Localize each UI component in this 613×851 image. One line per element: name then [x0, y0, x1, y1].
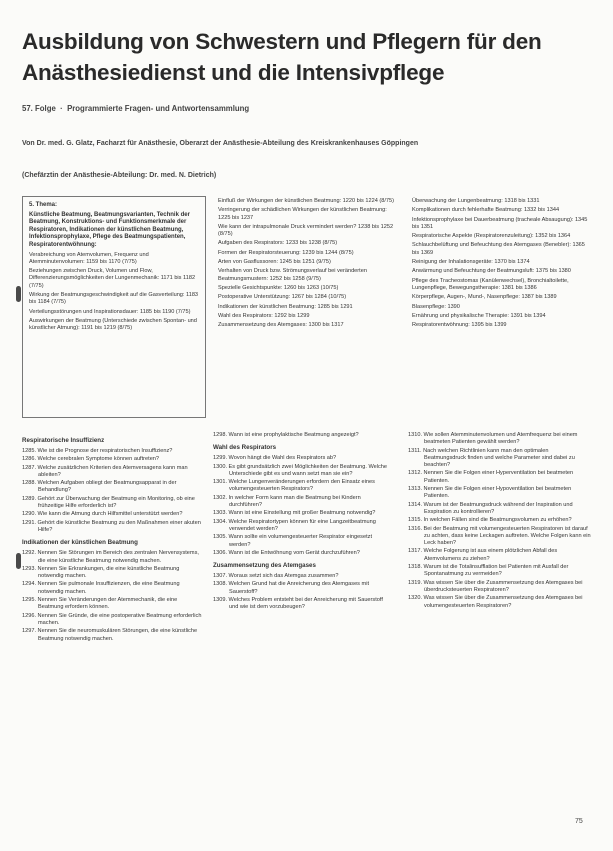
article-title — [22, 26, 602, 88]
topic-column-1 — [29, 202, 201, 335]
question-item: 1299. Wovon hängt die Wahl des Respirators ab? — [213, 455, 337, 462]
topic-entry: Indikationen der künstlichen Beatmung: 1285 bis 1291 — [218, 303, 353, 310]
question-item: 1287. Welche zusätzlichen Kriterien des Atemversagens kann man ableiten? — [22, 464, 188, 478]
topic-entry: Zusammensetzung des Atemgases: 1300 bis 1317 — [218, 322, 344, 329]
question-item: 1319. Was wissen Sie über die Zusammensetzung des Atemgases bei überdrucksteuerten Respiratoren? — [408, 579, 583, 593]
topic-entry: Ernährung und physikalische Therapie: 1391 bis 1394 — [412, 312, 546, 319]
topic-entry: Verabreichung von Atemvolumen, Frequenz und Atemminutenvolumen: 1159 bis 1170 (7/75) — [29, 251, 149, 265]
question-item: 1320. Was wissen Sie über die Zusammensetzung des Atemgases bei volumengesteuerten Respiratoren? — [408, 595, 583, 609]
topic-entry: Formen der Respiratorsteuerung: 1239 bis 1244 (8/75) — [218, 249, 354, 256]
question-item: 1301. Welche Lungenveränderungen erfordern den Einsatz eines volumengesteuerten Respirators? — [213, 479, 375, 493]
topic-entry: Infektionsprophylaxe bei Dauerbeatmung (tracheale Absaugung): 1345 bis 1351 — [412, 216, 588, 230]
series-subtitle: Programmierte Fragen- und Antwortensammlung — [67, 104, 250, 113]
topic-entry: Auswirkungen der Beatmung (Unterschiede zwischen Spontan- und künstlicher Atmung): 1191 bis 1219 (8/75) — [29, 317, 197, 332]
question-item: 1286. Welche cerebralen Symptome können auftreten? — [22, 456, 160, 463]
question-item: 1303. Wann ist eine Einstellung mit großer Beatmung notwendig? — [213, 510, 376, 517]
chief-line: (Chefärztin der Anästhesie-Abteilung: Dr. med. N. Dietrich) — [22, 172, 217, 179]
topic-entry: Überwachung der Lungenbeatmung: 1318 bis 1331 — [412, 198, 540, 204]
topic-entry: Verteilungsstörungen und Inspirationsdauer: 1185 bis 1190 (7/75) — [29, 308, 191, 315]
question-item: 1313. Nennen Sie die Folgen einer Hypoventilation bei beatmeten Patienten. — [408, 486, 572, 500]
question-item: 1285. Wie ist die Prognose der respiratorischen Insuffizienz? — [22, 448, 173, 454]
question-item: 1314. Warum ist der Beatmungsdruck während der Inspiration und Exspiration zu kontrollieren? — [408, 501, 573, 515]
question-item: 1294. Nennen Sie pulmonale Insuffizienzen, die eine Beatmung notwendig machen. — [22, 581, 180, 595]
question-item: 1297. Nennen Sie die neuromuskulären Störungen, die eine künstliche Beatmung notwendig machen. — [22, 628, 198, 642]
question-column-3 — [408, 432, 591, 611]
topic-entry: Blasenpflege: 1390 — [412, 303, 460, 310]
topic-entry: Spezielle Gesichtspunkte: 1260 bis 1263 (10/75) — [218, 284, 339, 291]
question-item: 1300. Es gibt grundsätzlich zwei Möglichkeiten der Beatmung. Welche Unterschiede gibt es und wann setzt man sie ein? — [213, 463, 388, 477]
section-heading: Indikationen der künstlichen Beatmung — [22, 539, 138, 547]
question-item: 1309. Welches Problem entsteht bei der Anreicherung mit Sauerstoff und wie ist dem vorzubeugen? — [213, 597, 383, 611]
page-number: 75 — [575, 818, 583, 825]
authors-line: Von Dr. med. G. Glatz, Facharzt für Anästhesie, Oberarzt der Anästhesie-Abteilung des Kreiskrankenhauses Göppingen — [22, 140, 419, 147]
binding-mark — [16, 553, 21, 569]
question-item: 1295. Nennen Sie Veränderungen der Atemmechanik, die eine Beatmung erfordern können. — [22, 597, 178, 611]
section-heading: Respiratorische Insuffizienz — [22, 437, 105, 444]
topic-entry: Aufgaben des Respirators: 1233 bis 1238 (8/75) — [218, 240, 338, 247]
topic-entry: Wirkung der Beatmungsgeschwindigkeit auf die Gasverteilung: 1183 bis 1184 (7/75) — [29, 292, 199, 306]
question-item: 1310. Wie sollen Atemminutenvolumen und Atemfrequenz bei einem beatmeten Patienten gewählt werden? — [408, 432, 578, 446]
question-item: 1311. Nach welchen Richtlinien kann man den optimalen Beatmungsdruck finden und welche Parameter sind dabei zu beachten? — [408, 447, 575, 469]
question-item: 1302. In welcher Form kann man die Beatmung bei Kindern durchführen? — [213, 494, 361, 509]
question-item: 1290. Wie kann die Atmung durch Hilfsmittel unterstützt werden? — [22, 511, 183, 518]
series-line: 57. Folge · Programmierte Fragen- und Antwortensammlung — [22, 104, 250, 113]
question-item: 1304. Welche Respiratortypen können für eine Langzeitbeatmung verwendet werden? — [213, 518, 376, 532]
section-heading: Zusammensetzung des Atemgases — [213, 562, 316, 570]
question-item: 1289. Gehört zur Überwachung der Beatmung ein Monitoring, ob eine frühzeitige Hilfe erforderlich ist? — [22, 495, 195, 510]
question-item: 1296. Nennen Sie Gründe, die eine postoperative Beatmung erforderlich machen. — [22, 612, 202, 626]
title-line-2: Anästhesiedienst und die Intensivpflege — [22, 60, 445, 85]
topic-entry: Postoperative Unterstützung: 1267 bis 1284 (10/75) — [218, 294, 347, 301]
topic-column-3 — [412, 198, 592, 331]
title-line-1: Ausbildung von Schwestern und Pflegern für den — [22, 29, 542, 54]
topic-entry: Beziehungen zwischen Druck, Volumen und Flow, Differenzierungsmöglichkeiten der Lungenmechanik: 1171 bis 1182 (7/75) — [29, 268, 196, 289]
topic-entry: Einfluß der Wirkungen der künstlichen Beatmung: 1220 bis 1224 (8/75) — [218, 198, 394, 204]
question-column-2 — [213, 432, 393, 613]
topic-column-2 — [218, 198, 396, 331]
question-column-1 — [22, 432, 202, 644]
topic-entry: Künstliche Beatmung, Beatmungsvarianten, Technik der Beatmung, Konstruktions- und Funktionsmerkmale der Respiratoren, Indikationen der künstlichen Beatmung, Infektionsprophylaxe, Pflege des Beatmungspatienten, Respiratorentwöhnung: — [29, 211, 190, 248]
question-item: 1305. Wann sollte ein volumengesteuerter Respirator eingesetzt werden? — [213, 534, 372, 548]
topic-entry: Arten von Gasflussoren: 1245 bis 1251 (9/75) — [218, 259, 331, 266]
question-item: 1307. Woraus setzt sich das Atemgas zusammen? — [213, 573, 339, 580]
topic-entry: Pflege des Tracheostomas (Kanülenwechsel), Bronchialtoilette, Lungenpflege, Bewegungstherapie: 1381 bis 1386 — [412, 277, 569, 291]
topic-entry: Schlauchbelüftung und Befeuchtung des Atemgases (Benebler): 1365 bis 1369 — [412, 242, 585, 256]
question-item: 1318. Warum ist die Totalinsufflation bei Patienten mit Ausfall der Spontanatmung zu vermeiden? — [408, 564, 569, 578]
question-item: 1298. Wann ist eine prophylaktische Beatmung angezeigt? — [213, 432, 359, 438]
question-item: 1316. Bei der Beatmung mit volumengesteuerten Respiratoren ist darauf zu achten, dass keine Leckagen auftreten. Welche Folgen kann ein Leck haben? — [408, 525, 591, 547]
question-item: 1291. Gehört die künstliche Beatmung zu den Maßnahmen einer akuten Hilfe? — [22, 519, 201, 533]
section-heading: Wahl des Respirators — [213, 444, 277, 452]
topic-entry: Körperpflege, Augen-, Mund-, Nasenpflege: 1387 bis 1389 — [412, 294, 557, 301]
topic-entry: Respiratorische Aspekte (Respiratorenzuleitung): 1352 bis 1364 — [412, 233, 571, 240]
question-item: 1306. Wann ist die Entwöhnung vom Gerät durchzuführen? — [213, 549, 360, 556]
topic-entry: Reinigung der Inhalationsgeräte: 1370 bis 1374 — [412, 259, 530, 266]
topic-entry: Verhalten von Druck bzw. Strömungsverlauf bei veränderten Beatmungsmustern: 1252 bis 1258 (9/75) — [218, 268, 367, 282]
topic-overview-box — [22, 196, 594, 420]
series-label: 57. Folge — [22, 104, 56, 113]
question-item: 1308. Welchen Grund hat die Anreicherung des Atemgases mit Sauerstoff? — [213, 581, 369, 595]
question-item: 1293. Nennen Sie Erkrankungen, die eine künstliche Beatmung notwendig machen. — [22, 565, 180, 580]
topic-entry: 5. Thema: — [29, 202, 58, 208]
question-item: 1317. Welche Folgerung ist aus einem plötzlichen Abfall des Atemvolumens zu ziehen? — [408, 548, 558, 562]
question-item: 1288. Welchen Aufgaben obliegt der Beatmungsapparat in der Behandlung? — [22, 480, 177, 494]
topic-entry: Wahl des Respirators: 1292 bis 1299 — [218, 312, 310, 319]
question-item: 1315. In welchen Fällen sind die Beatmungsvolumen zu erhöhen? — [408, 517, 572, 524]
topic-entry: Respiratorentwöhnung: 1395 bis 1399 — [412, 322, 507, 329]
question-item: 1292. Nennen Sie Störungen im Bereich des zentralen Nervensystems, die eine künstliche Beatmung notwendig machen. — [22, 550, 199, 564]
topic-entry: Verringerung der schädlichen Wirkungen der künstlichen Beatmung: 1225 bis 1237 — [218, 207, 387, 221]
binding-mark — [16, 286, 21, 302]
topic-entry: Wie kann der intrapulmonale Druck vermindert werden? 1238 bis 1252 (8/75) — [218, 223, 394, 238]
topic-entry: Anwärmung und Befeuchtung der Beatmungsluft: 1375 bis 1380 — [412, 268, 571, 275]
question-item: 1312. Nennen Sie die Folgen einer Hyperventilation bei beatmeten Patienten. — [408, 470, 574, 484]
topic-entry: Komplikationen durch fehlerhafte Beatmung: 1332 bis 1344 — [412, 207, 560, 214]
